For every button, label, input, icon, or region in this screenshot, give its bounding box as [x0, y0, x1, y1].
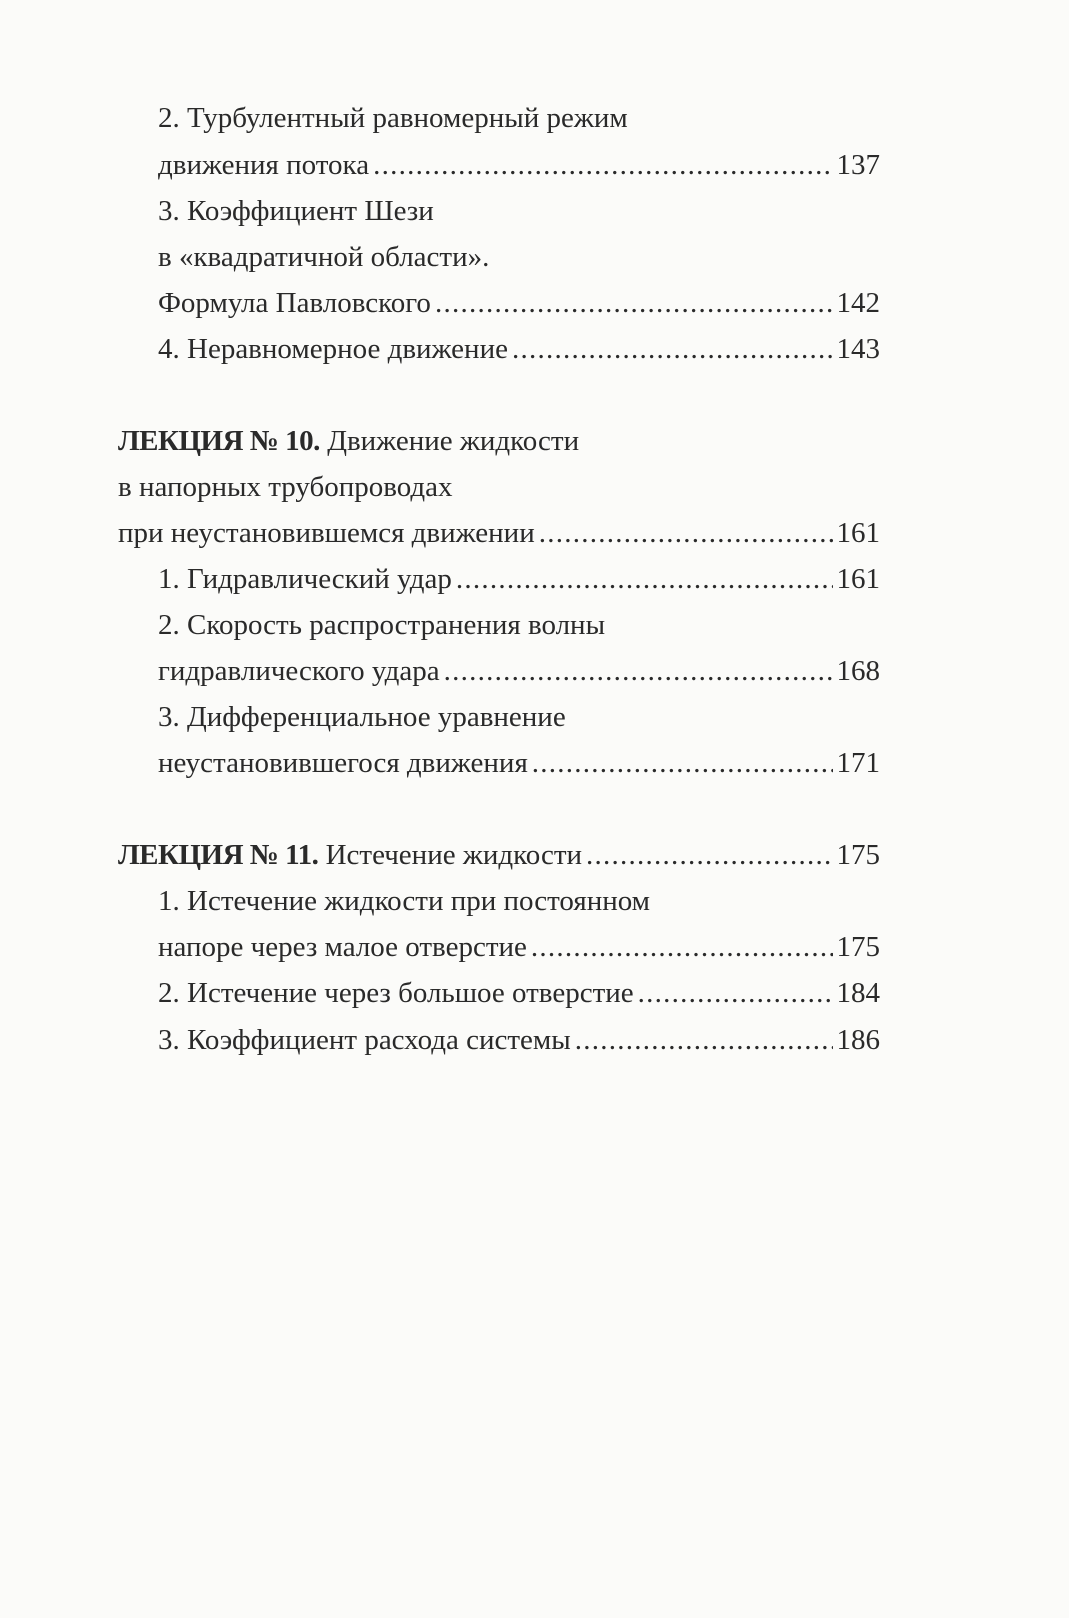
- dot-leader: [575, 1020, 833, 1060]
- page-number: 161: [836, 563, 880, 595]
- toc-item-title: Формула Павловского: [158, 287, 431, 319]
- lecture-title: Истечение жидкости: [325, 839, 583, 871]
- toc-item-title: 2. Турбулентный равномерный режим: [158, 102, 628, 134]
- toc-item-text: [158, 697, 880, 737]
- toc-item-text: [158, 237, 880, 277]
- dot-leader: [532, 743, 833, 783]
- page-number: 175: [836, 839, 880, 871]
- page-number: 175: [836, 931, 880, 963]
- toc-item-title: в «квадратичной области».: [158, 241, 490, 273]
- toc-item-title: 3. Дифференциальное уравнение: [158, 701, 566, 733]
- toc-item-title: 1. Гидравлический удар: [158, 563, 452, 595]
- dot-leader: [586, 835, 832, 875]
- toc-item-text: [158, 191, 880, 231]
- page-number: 186: [836, 1024, 880, 1056]
- toc-entry[interactable]: [158, 927, 880, 967]
- lecture-heading: [118, 421, 880, 461]
- dot-leader: [373, 145, 832, 185]
- page-number: 137: [836, 149, 880, 181]
- toc-item-title: напоре через малое отверстие: [158, 931, 527, 963]
- lecture-title: Движение жидкости: [327, 425, 580, 457]
- dot-leader: [435, 283, 833, 323]
- toc-entry[interactable]: [158, 283, 880, 323]
- toc-entry[interactable]: [158, 145, 880, 185]
- lecture-label: ЛЕКЦИЯ № 10.: [118, 425, 320, 457]
- toc-entry[interactable]: [158, 743, 880, 783]
- toc-item-title: 3. Коэффициент Шези: [158, 195, 434, 227]
- toc-item-title: 2. Скорость распространения волны: [158, 609, 606, 641]
- toc-entry[interactable]: [118, 835, 880, 875]
- dot-leader: [512, 329, 833, 369]
- toc-item-title: 1. Истечение жидкости при постоянном: [158, 885, 651, 917]
- toc-entry[interactable]: [158, 1020, 880, 1060]
- lecture-heading-line: [118, 467, 880, 507]
- dot-leader: [444, 651, 833, 691]
- lecture-label: ЛЕКЦИЯ № 11.: [118, 839, 319, 871]
- toc-item-text: [158, 605, 880, 645]
- toc-entry[interactable]: [158, 973, 880, 1013]
- dot-leader: [456, 559, 833, 599]
- page-number: 161: [836, 517, 880, 549]
- toc-item-title: гидравлического удара: [158, 655, 440, 687]
- toc-entry[interactable]: [158, 559, 880, 599]
- toc-item-title: движения потока: [158, 149, 370, 181]
- dot-leader: [539, 513, 833, 553]
- lecture-title: в напорных трубопроводах: [118, 471, 453, 503]
- toc-item-text: [158, 98, 880, 138]
- toc-item-title: 4. Неравномерное движение: [158, 333, 508, 365]
- toc-entry[interactable]: [158, 329, 880, 369]
- toc-entry[interactable]: [158, 651, 880, 691]
- lecture-title: при неустановившемся движении: [118, 517, 535, 549]
- page-number: 143: [836, 333, 880, 365]
- dot-leader: [638, 973, 833, 1013]
- dot-leader: [531, 927, 833, 967]
- page-number: 142: [836, 287, 880, 319]
- toc-item-title: 2. Истечение через большое отверстие: [158, 977, 634, 1009]
- page-number: 168: [836, 655, 880, 687]
- page-number: 184: [836, 977, 880, 1009]
- toc-entry[interactable]: [118, 513, 880, 553]
- page-number: 171: [836, 747, 880, 779]
- toc-item-text: [158, 881, 880, 921]
- toc-item-title: 3. Коэффициент расхода системы: [158, 1024, 571, 1056]
- toc-item-title: неустановившегося движения: [158, 747, 528, 779]
